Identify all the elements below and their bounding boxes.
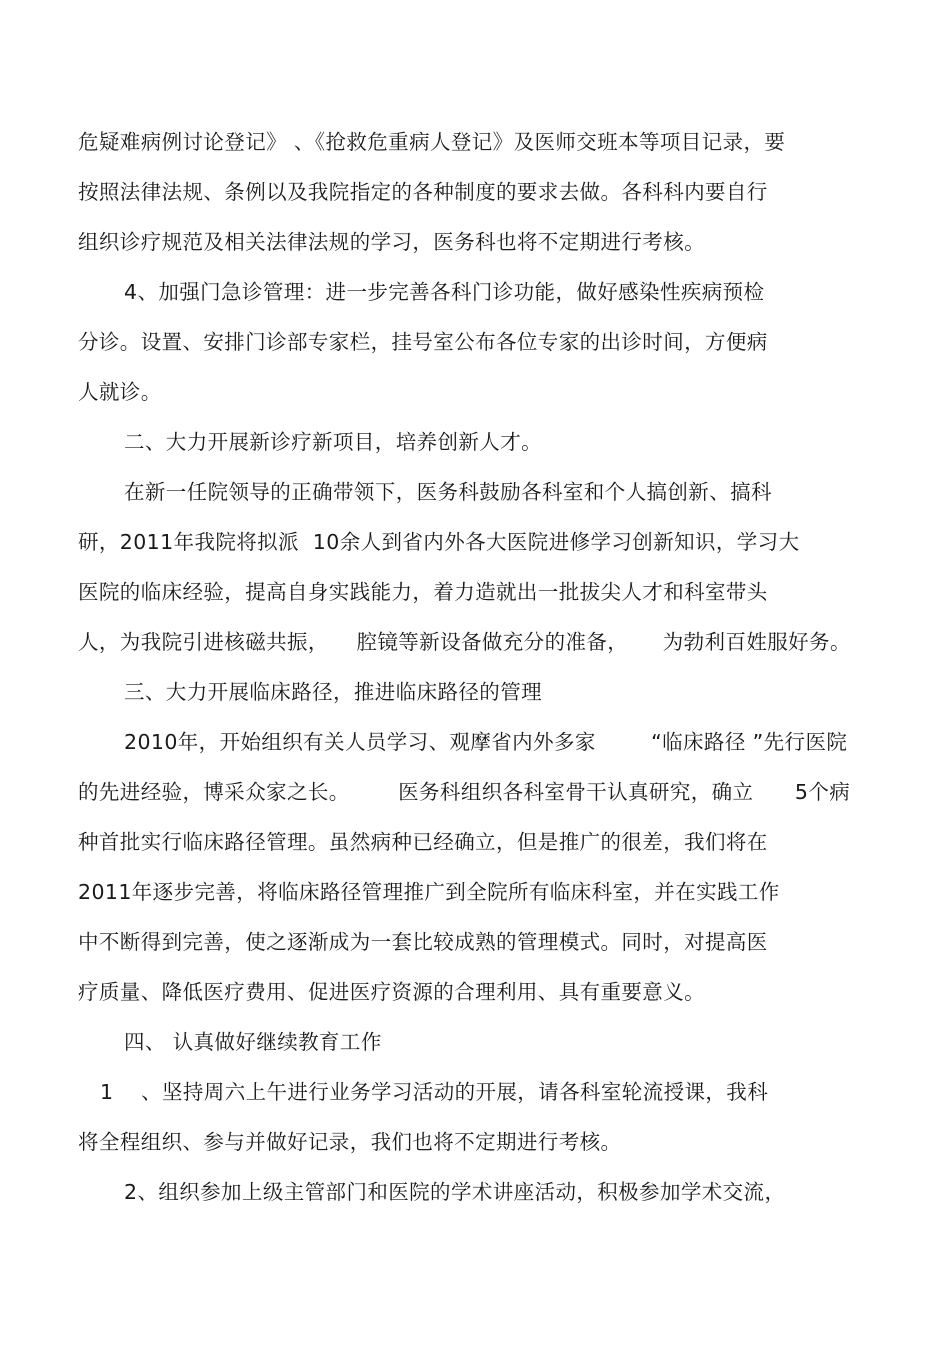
text-line: 的先进经验，博采众家之长。 医务科组织各科室骨干认真研究，确立 5个病 [78,780,851,804]
text-line: 疗质量、降低医疗费用、促进医疗资源的合理利用、具有重要意义。 [78,980,705,1004]
text-line: 4、加强门急诊管理：进一步完善各科门诊功能，做好感染性疾病预检 [124,280,765,304]
text-line: 研，2011年我院将拟派 10余人到省内外各大医院进修学习创新知识，学习大 [78,530,800,554]
text-line: 将全程组织、参与并做好记录，我们也将不定期进行考核。 [78,1130,622,1154]
text-line: 人就诊。 [78,380,162,404]
text-line: 组织诊疗规范及相关法律法规的学习，医务科也将不定期进行考核。 [78,230,705,254]
text-line: 中不断得到完善，使之逐渐成为一套比较成熟的管理模式。同时，对提高医 [78,930,768,954]
text-line: 危疑难病例讨论登记》 、《抢救危重病人登记》及医师交班本等项目记录，要 [78,130,786,154]
text-line: 2011年逐步完善，将临床路径管理推广到全院所有临床科室，并在实践工作 [78,880,780,904]
section-heading: 三、大力开展临床路径，推进临床路径的管理 [124,680,542,704]
text-line: 分诊。设置、安排门诊部专家栏，挂号室公布各位专家的出诊时间，方便病 [78,330,768,354]
text-line: 1 、坚持周六上午进行业务学习活动的开展，请各科室轮流授课，我科 [100,1080,769,1104]
text-line: 2010年，开始组织有关人员学习、观摩省内外多家 “临床路径 ”先行医院 [124,730,848,754]
text-line: 按照法律法规、条例以及我院指定的各种制度的要求去做。各科科内要自行 [78,180,768,204]
text-line: 医院的临床经验，提高自身实践能力，着力造就出一批拔尖人才和科室带头 [78,580,768,604]
text-line: 在新一任院领导的正确带领下，医务科鼓励各科室和个人搞创新、搞科 [124,480,772,504]
section-heading: 二、大力开展新诊疗新项目，培养创新人才。 [124,430,542,454]
text-line: 2、组织参加上级主管部门和医院的学术讲座活动，积极参加学术交流， [124,1180,786,1204]
section-heading: 四、 认真做好继续教育工作 [124,1030,382,1054]
text-line: 种首批实行临床路径管理。虽然病种已经确立，但是推广的很差，我们将在 [78,830,768,854]
text-line: 人，为我院引进核磁共振， 腔镜等新设备做充分的准备， 为勃利百姓服好务。 [78,630,851,654]
